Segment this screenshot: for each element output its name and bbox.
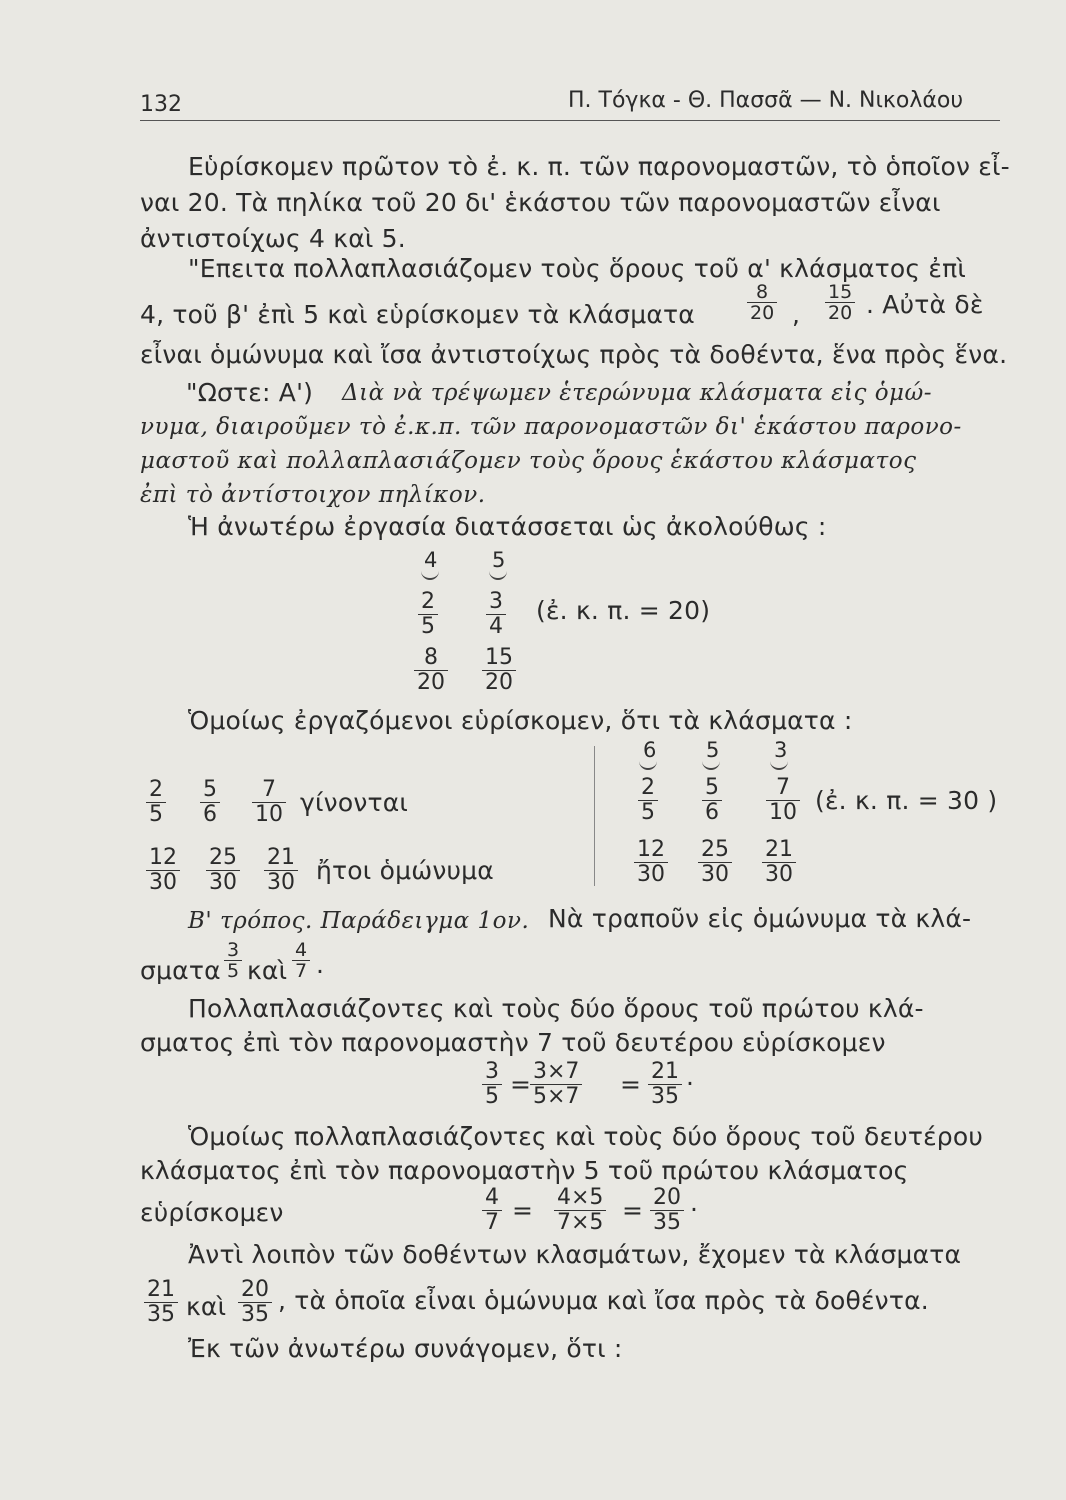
method-b-line2: σματα	[140, 956, 221, 985]
rule-line4: ἐπὶ τὸ ἀντίστοιχον πηλίκον.	[140, 482, 486, 508]
equals-sign: =	[620, 1070, 642, 1099]
numerator: 15	[485, 645, 513, 670]
fraction-5-6	[200, 778, 220, 827]
numerator: 21	[651, 1059, 679, 1084]
denominator: 20	[825, 302, 855, 323]
denominator: 35	[238, 1302, 272, 1327]
fraction-20-35	[650, 1186, 684, 1235]
comma: ,	[792, 300, 801, 329]
multiplier-arc	[421, 570, 439, 580]
numerator: 3	[485, 1059, 499, 1084]
para1-line3: ἀντιστοίχως 4 καὶ 5.	[140, 224, 406, 253]
numerator: 12	[149, 845, 177, 870]
denominator: 7	[292, 960, 310, 981]
numerator: 21	[147, 1277, 175, 1302]
period: .	[686, 1062, 695, 1091]
fraction-3-5	[224, 940, 242, 981]
multiplier-arc	[702, 760, 720, 770]
fraction-7-10	[766, 776, 800, 825]
fraction-21-30	[264, 846, 298, 895]
numerator: 15	[828, 281, 853, 303]
lcm-note: (ἐ. κ. π. = 20)	[536, 596, 711, 625]
numerator: 7	[262, 777, 276, 802]
denominator: 5	[146, 802, 166, 827]
fraction-3x7-5x7	[530, 1060, 582, 1109]
denominator: 30	[762, 862, 796, 887]
numerator: 25	[209, 845, 237, 870]
denominator: 5	[638, 800, 658, 825]
numerator: 25	[701, 837, 729, 862]
numerator: 8	[424, 645, 438, 670]
equals-sign: =	[622, 1196, 644, 1225]
multiplier: 3	[774, 738, 788, 762]
fraction-3-5	[482, 1060, 502, 1109]
rule-line1: Διὰ νὰ τρέψωμεν ἑτερώνυμα κλάσματα εἰς ὁμώ-	[342, 380, 933, 406]
denominator: 35	[650, 1210, 684, 1235]
denominator: 7	[482, 1210, 502, 1235]
para5-line2b: , τὰ ὁποῖα εἶναι ὁμώνυμα καὶ ἴσα πρὸς τὰ δοθέντα.	[278, 1286, 929, 1315]
numerator: 8	[756, 281, 769, 303]
denominator: 30	[698, 862, 732, 887]
multiplier-arc	[770, 760, 788, 770]
denominator: 10	[766, 800, 800, 825]
fraction-4-7	[482, 1186, 502, 1235]
denominator: 5	[224, 960, 242, 981]
header-rule	[140, 120, 1000, 121]
fraction-3-4	[486, 590, 506, 639]
denominator: 10	[252, 802, 286, 827]
rule-prefix: "Ωστε: Α')	[186, 378, 314, 407]
fraction-2-5	[418, 590, 438, 639]
similar-intro: Ὁμοίως ἐργαζόμενοι εὑρίσκομεν, ὅτι τὰ κλάσματα :	[188, 706, 853, 735]
becomes-label: γίνονται	[300, 788, 409, 817]
numerator: 2	[149, 777, 163, 802]
multiplier: 5	[706, 738, 720, 762]
namely-label: ἤτοι ὁμώνυμα	[316, 856, 494, 885]
and-word: καὶ	[247, 956, 288, 985]
fraction-21-35	[144, 1278, 178, 1327]
period: .	[690, 1188, 699, 1217]
method-b-label: Β' τρόπος. Παράδειγμα 1ον.	[188, 908, 530, 934]
denominator: 6	[200, 802, 220, 827]
para4-line1: Ὁμοίως πολλαπλασιάζοντες καὶ τοὺς δύο ὅρους τοῦ δευτέρου	[188, 1122, 984, 1151]
denominator: 35	[144, 1302, 178, 1327]
denominator: 4	[486, 614, 506, 639]
fraction-25-30	[698, 838, 732, 887]
denominator: 35	[648, 1084, 682, 1109]
method-b-text: Νὰ τραποῦν εἰς ὁμώνυμα τὰ κλά-	[548, 904, 972, 933]
fraction-15-20	[825, 282, 855, 323]
multiplier-arc	[489, 570, 507, 580]
denominator: 7×5	[554, 1210, 606, 1235]
numerator: 7	[776, 775, 790, 800]
para2-line2b: . Αὐτὰ δὲ	[866, 290, 984, 319]
rule-line2: νυμα, διαιροῦμεν τὸ ἐ.κ.π. τῶν παρονομαστῶν δι' ἑκάστου παρονο-	[140, 414, 962, 440]
para2-line3: εἶναι ὁμώνυμα καὶ ἴσα ἀντιστοίχως πρὸς τὰ δοθέντα, ἕνα πρὸς ἕνα.	[140, 340, 1008, 369]
fraction-2-5	[146, 778, 166, 827]
numerator: 5	[705, 775, 719, 800]
and-word: καὶ	[186, 1292, 227, 1321]
period: .	[316, 950, 325, 979]
para5-line1: Ἀντὶ λοιπὸν τῶν δοθέντων κλασμάτων, ἔχομεν τὰ κλάσματα	[188, 1240, 962, 1269]
fraction-5-6	[702, 776, 722, 825]
numerator: 20	[241, 1277, 269, 1302]
denominator: 30	[264, 870, 298, 895]
equals-sign: =	[510, 1070, 532, 1099]
para3-line1: Πολλαπλασιάζοντες καὶ τοὺς δύο ὅρους τοῦ πρώτου κλά-	[188, 994, 924, 1023]
numerator: 4	[295, 939, 308, 961]
fraction-12-30	[634, 838, 668, 887]
numerator: 21	[765, 837, 793, 862]
numerator: 20	[653, 1185, 681, 1210]
numerator: 3	[489, 589, 503, 614]
fraction-4-7	[292, 940, 310, 981]
numerator: 3	[227, 939, 240, 961]
layout-intro: Ἡ ἀνωτέρω ἐργασία διατάσσεται ὡς ἀκολούθως :	[188, 512, 827, 541]
denominator: 30	[146, 870, 180, 895]
numerator: 4×5	[557, 1185, 604, 1210]
para6: Ἐκ τῶν ἀνωτέρω συνάγομεν, ὅτι :	[188, 1334, 623, 1363]
numerator: 5	[203, 777, 217, 802]
multiplier: 5	[492, 548, 506, 572]
fraction-4x5-7x5	[554, 1186, 606, 1235]
para2-line1: "Επειτα πολλαπλασιάζομεν τοὺς ὅρους τοῦ α' κλάσματος ἐπὶ	[188, 254, 967, 283]
para4-line3: εὑρίσκομεν	[140, 1198, 284, 1227]
numerator: 2	[641, 775, 655, 800]
para2-line2a: 4, τοῦ β' ἐπὶ 5 καὶ εὑρίσκομεν τὰ κλάσματα	[140, 300, 695, 329]
numerator: 4	[485, 1185, 499, 1210]
denominator: 30	[634, 862, 668, 887]
denominator: 5×7	[530, 1084, 582, 1109]
denominator: 20	[747, 302, 777, 323]
para4-line2: κλάσματος ἐπὶ τὸν παρονομαστὴν 5 τοῦ πρώτου κλάσματος	[140, 1156, 909, 1185]
fraction-12-30	[146, 846, 180, 895]
multiplier: 6	[643, 738, 657, 762]
para3-line2: σματος ἐπὶ τὸν παρονομαστὴν 7 τοῦ δευτέρου εὑρίσκομεν	[140, 1028, 886, 1057]
table-divider	[594, 746, 595, 886]
denominator: 5	[482, 1084, 502, 1109]
numerator: 2	[421, 589, 435, 614]
denominator: 5	[418, 614, 438, 639]
denominator: 30	[206, 870, 240, 895]
fraction-15-20	[482, 646, 516, 695]
rule-line3: μαστοῦ καὶ πολλαπλασιάζομεν τοὺς ὅρους ἑκάστου κλάσματος	[140, 448, 917, 474]
multiplier: 4	[424, 548, 438, 572]
fraction-8-20	[414, 646, 448, 695]
fraction-8-20	[747, 282, 777, 323]
fraction-21-30	[762, 838, 796, 887]
numerator: 12	[637, 837, 665, 862]
fraction-20-35	[238, 1278, 272, 1327]
running-header-authors: Π. Τόγκα - Θ. Πασσᾶ — Ν. Νικολάου	[568, 88, 964, 113]
para1-line2: ναι 20. Τὰ πηλίκα τοῦ 20 δι' ἑκάστου τῶν παρονομαστῶν εἶναι	[140, 188, 941, 217]
equals-sign: =	[512, 1196, 534, 1225]
fraction-2-5	[638, 776, 658, 825]
denominator: 20	[482, 670, 516, 695]
fraction-21-35	[648, 1060, 682, 1109]
page-number: 132	[140, 92, 182, 117]
fraction-7-10	[252, 778, 286, 827]
lcm-note: (ἐ. κ. π. = 30 )	[815, 786, 998, 815]
denominator: 20	[414, 670, 448, 695]
multiplier-arc	[639, 760, 657, 770]
para1-line1: Εὑρίσκομεν πρῶτον τὸ ἐ. κ. π. τῶν παρονομαστῶν, τὸ ὁποῖον εἶ-	[188, 152, 1010, 181]
denominator: 6	[702, 800, 722, 825]
numerator: 21	[267, 845, 295, 870]
fraction-25-30	[206, 846, 240, 895]
numerator: 3×7	[533, 1059, 580, 1084]
